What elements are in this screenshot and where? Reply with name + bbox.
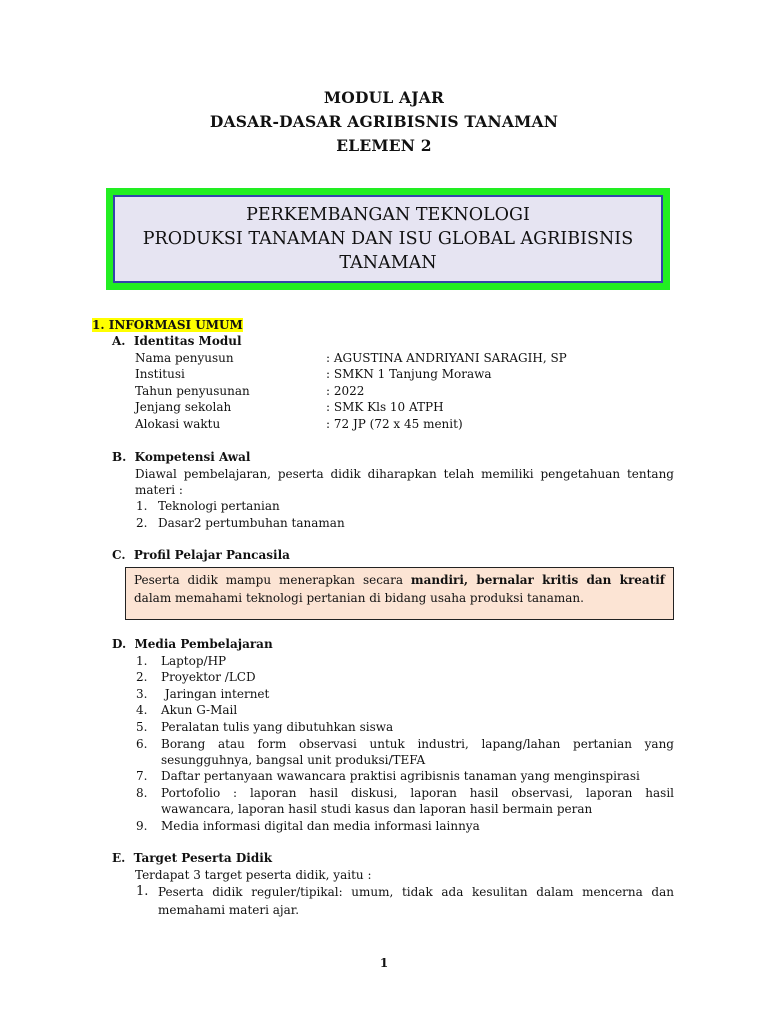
list-text: Laptop/HP (161, 654, 227, 668)
list-text: Peralatan tulis yang dibutuhkan siswa (161, 720, 394, 734)
page-number: 1 (379, 956, 389, 970)
identity-label: Tahun penyusunan (135, 384, 250, 398)
subsection-e-title: E. Target Peserta Didik (112, 851, 273, 865)
list-text: Peserta didik reguler/tipikal: umum, tidak ada kesulitan dalam mencerna dan (158, 885, 674, 899)
topic-line3: TANAMAN (339, 253, 437, 273)
list-number: 5. (136, 720, 148, 734)
identity-row (0, 417, 768, 433)
identity-value: : SMKN 1 Tanjung Morawa (326, 367, 492, 381)
topic-banner-inner (113, 195, 663, 283)
doc-title-line1: MODUL AJAR (323, 88, 445, 107)
list-text: Dasar2 pertumbuhan tanaman (158, 516, 345, 530)
doc-title-line2: DASAR-DASAR AGRIBISNIS TANAMAN (209, 112, 559, 131)
identity-label: Institusi (135, 367, 185, 381)
subsection-c-title: C. Profil Pelajar Pancasila (112, 548, 290, 562)
list-text: Jaringan internet (161, 687, 270, 701)
list-text: Borang atau form observasi untuk industri, lapang/lahan pertanian yang (161, 737, 674, 751)
subsection-b-title: B. Kompetensi Awal (112, 450, 251, 464)
list-number: 6. (136, 737, 148, 751)
identity-row (0, 384, 768, 400)
identity-value: : 72 JP (72 x 45 menit) (326, 417, 463, 431)
b-intro-line1: Diawal pembelajaran, peserta didik diharapkan telah memiliki pengetahuan tentang (135, 467, 674, 481)
section-heading (92, 318, 243, 332)
list-number: 2. (136, 670, 148, 684)
list-text-cont: sesungguhnya, bangsal unit produksi/TEFA (161, 753, 426, 767)
identity-row (0, 400, 768, 416)
topic-line2: PRODUKSI TANAMAN DAN ISU GLOBAL AGRIBISNIS (142, 229, 634, 249)
topic-line1: PERKEMBANGAN TEKNOLOGI (246, 205, 530, 225)
topic-banner (106, 188, 670, 290)
profile-callout-bold: mandiri, bernalar kritis dan kreatif (410, 573, 665, 587)
profile-callout-box (125, 567, 674, 620)
subsection-a-title: A. Identitas Modul (112, 334, 242, 348)
list-number: 1. (136, 654, 148, 668)
identity-label: Nama penyusun (135, 351, 234, 365)
subsection-d-title: D. Media Pembelajaran (112, 637, 273, 651)
list-number: 4. (136, 703, 148, 717)
identity-value: : 2022 (326, 384, 365, 398)
identity-label: Jenjang sekolah (135, 400, 232, 414)
section-heading-text: 1. INFORMASI UMUM (92, 318, 243, 332)
list-number: 9. (136, 819, 148, 833)
b-intro-line2: materi : (135, 483, 183, 497)
list-number: 2. (136, 516, 148, 530)
list-text: Akun G-Mail (161, 703, 238, 717)
profile-callout-text: Peserta didik mampu menerapkan secara (134, 573, 411, 587)
profile-callout-line1 (134, 571, 665, 589)
list-text: Daftar pertanyaan wawancara praktisi agribisnis tanaman yang menginspirasi (161, 769, 640, 783)
doc-title-line3: ELEMEN 2 (336, 136, 432, 155)
list-number: 1. (136, 499, 148, 513)
profile-callout-line2: dalam memahami teknologi pertanian di bidang usaha produksi tanaman. (134, 591, 584, 605)
list-text-cont: wawancara, laporan hasil studi kasus dan laporan hasil bermain peran (161, 802, 593, 816)
list-text: Portofolio : laporan hasil diskusi, laporan hasil observasi, laporan hasil (161, 786, 674, 800)
e-intro: Terdapat 3 target peserta didik, yaitu : (135, 868, 372, 882)
list-text: Teknologi pertanian (158, 499, 280, 513)
list-text-cont: memahami materi ajar. (158, 903, 300, 917)
identity-row (0, 367, 768, 383)
list-number: 3. (136, 687, 148, 701)
identity-value: : AGUSTINA ANDRIYANI SARAGIH, SP (326, 351, 567, 365)
list-number: 7. (136, 769, 148, 783)
identity-label: Alokasi waktu (135, 417, 221, 431)
list-text: Media informasi digital dan media informasi lainnya (161, 819, 480, 833)
identity-row (0, 351, 768, 367)
list-number: 1. (136, 884, 149, 899)
identity-value: : SMK Kls 10 ATPH (326, 400, 444, 414)
list-number: 8. (136, 786, 148, 800)
list-text: Proyektor /LCD (161, 670, 256, 684)
